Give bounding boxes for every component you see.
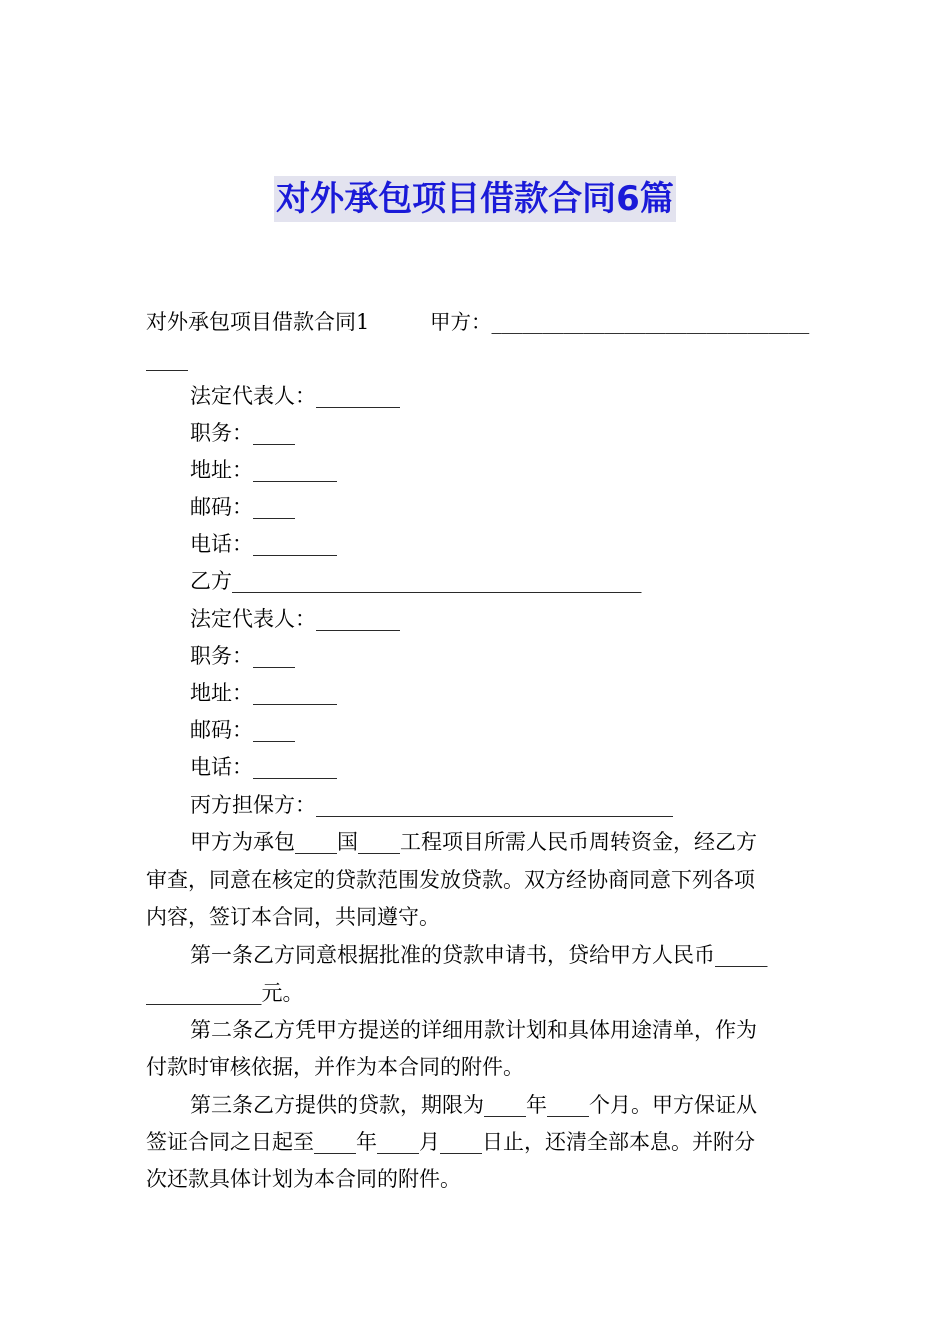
party-a-heading-field (430, 304, 809, 341)
para2-line1: 第一条乙方同意根据批准的贷款申请书，贷给甲方人民币_____ (190, 943, 768, 967)
para1-line2: 审查，同意在核定的贷款范围发放贷款。双方经协商同意下列各项 (146, 868, 755, 892)
para2-line2: ___________元。 (146, 981, 304, 1005)
para4-line1: 第三条乙方提供的贷款，期限为____年____个月。甲方保证从 (190, 1093, 757, 1117)
guarantor-line: 丙方担保方：__________________________________ (190, 793, 673, 817)
para4-line2: 签证合同之日起至____年____月____日止，还清全部本息。并附分 (146, 1130, 755, 1154)
para4-line3: 次还款具体计划为本合同的附件。 (146, 1167, 461, 1191)
para1-line1: 甲方为承包____国____工程项目所需人民币周转资金，经乙方 (190, 830, 757, 854)
para1-line3: 内容，签订本合同，共同遵守。 (146, 905, 440, 929)
party-a-position: 职务：____ (190, 421, 295, 445)
party-a-tail-line (146, 341, 188, 378)
party-b-rep: 法定代表人：________ (190, 607, 400, 631)
party-b-phone: 电话：________ (190, 755, 337, 779)
party-a-address: 地址：________ (190, 458, 337, 482)
party-a-tail: ____ (146, 347, 188, 371)
party-b-position: 职务：____ (190, 644, 295, 668)
party-a-rep: 法定代表人：________ (190, 384, 400, 408)
party-a-phone: 电话：________ (190, 532, 337, 556)
heading-line (146, 304, 369, 341)
title-container (0, 176, 950, 222)
party-a-label: 甲方：_______________________________ (430, 310, 810, 334)
party-a-postcode: 邮码：____ (190, 495, 295, 519)
para3-line2: 付款时审核依据，并作为本合同的附件。 (146, 1055, 524, 1079)
para3-line1: 第二条乙方凭甲方提送的详细用款计划和具体用途清单，作为 (190, 1018, 757, 1042)
document-title: 对外承包项目借款合同6篇 (274, 176, 676, 222)
party-b-postcode: 邮码：____ (190, 718, 295, 742)
contract-heading: 对外承包项目借款合同1 (146, 310, 370, 334)
party-b-label: 乙方_______________________________________ (190, 569, 642, 593)
party-b-address: 地址：________ (190, 681, 337, 705)
